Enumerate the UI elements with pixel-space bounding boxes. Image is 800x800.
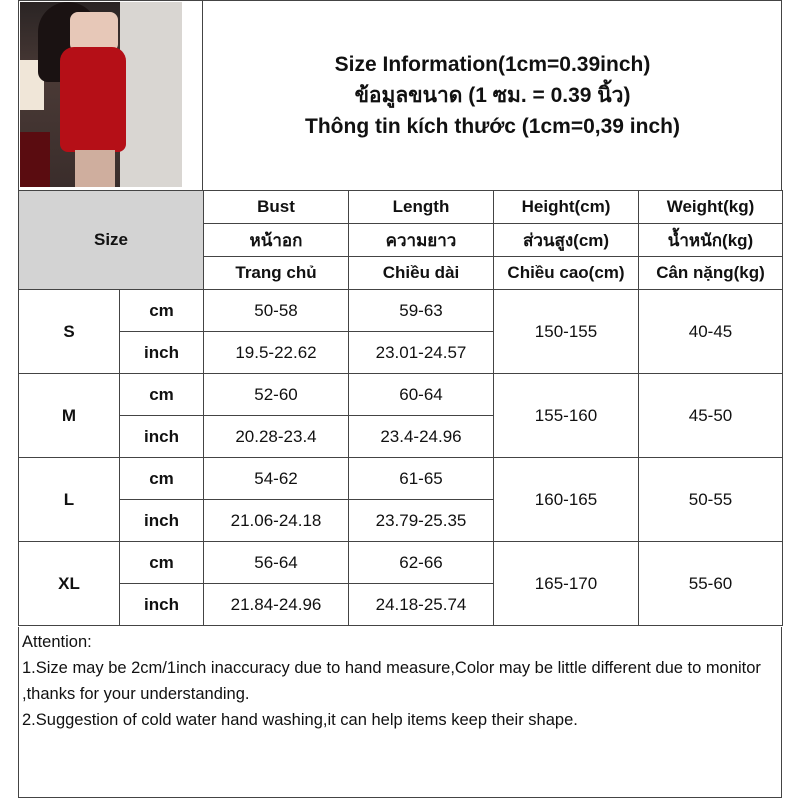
photo-legs	[75, 150, 115, 187]
title-block	[203, 0, 782, 190]
title-english: Size Information(1cm=0.39inch)	[334, 52, 651, 76]
weight-value: 50-55	[639, 458, 783, 542]
unit-cm: cm	[120, 374, 204, 416]
size-label: L	[19, 458, 120, 542]
bust-inch: 21.84-24.96	[204, 584, 349, 626]
bust-cm: 52-60	[204, 374, 349, 416]
length-inch: 24.18-25.74	[349, 584, 494, 626]
length-cm: 61-65	[349, 458, 494, 500]
length-inch: 23.79-25.35	[349, 500, 494, 542]
unit-inch: inch	[120, 416, 204, 458]
table-row	[19, 290, 783, 332]
size-label: S	[19, 290, 120, 374]
col-height-th: ส่วนสูง(cm)	[494, 224, 639, 257]
size-label: XL	[19, 542, 120, 626]
length-inch: 23.4-24.96	[349, 416, 494, 458]
unit-cm: cm	[120, 458, 204, 500]
attention-notes	[18, 627, 782, 798]
weight-value: 55-60	[639, 542, 783, 626]
col-height-en: Height(cm)	[494, 191, 639, 224]
col-length-en: Length	[349, 191, 494, 224]
table-row	[19, 374, 783, 416]
col-weight-th: น้ำหนัก(kg)	[639, 224, 783, 257]
size-header-cell: Size	[19, 191, 204, 290]
col-weight-en: Weight(kg)	[639, 191, 783, 224]
product-photo	[20, 2, 182, 187]
photo-face	[70, 12, 118, 52]
col-bust-th: หน้าอก	[204, 224, 349, 257]
height-value: 160-165	[494, 458, 639, 542]
unit-cm: cm	[120, 542, 204, 584]
notes-heading: Attention:	[22, 633, 92, 651]
length-cm: 62-66	[349, 542, 494, 584]
bust-cm: 54-62	[204, 458, 349, 500]
photo-red-dress	[60, 47, 126, 152]
weight-value: 40-45	[639, 290, 783, 374]
weight-value: 45-50	[639, 374, 783, 458]
title-vietnamese: Thông tin kích thước (1cm=0,39 inch)	[305, 114, 680, 138]
length-cm: 60-64	[349, 374, 494, 416]
length-cm: 59-63	[349, 290, 494, 332]
unit-inch: inch	[120, 584, 204, 626]
unit-inch: inch	[120, 500, 204, 542]
col-bust-vi: Trang chủ	[204, 257, 349, 290]
unit-cm: cm	[120, 290, 204, 332]
height-value: 150-155	[494, 290, 639, 374]
bust-cm: 56-64	[204, 542, 349, 584]
bust-inch: 19.5-22.62	[204, 332, 349, 374]
size-table	[18, 190, 783, 626]
size-label: M	[19, 374, 120, 458]
header-row-en	[19, 191, 783, 224]
col-bust-en: Bust	[204, 191, 349, 224]
height-value: 165-170	[494, 542, 639, 626]
photo-couch	[20, 132, 50, 187]
length-inch: 23.01-24.57	[349, 332, 494, 374]
photo-wall	[120, 2, 182, 187]
bust-inch: 20.28-23.4	[204, 416, 349, 458]
table-row	[19, 458, 783, 500]
table-row	[19, 542, 783, 584]
title-thai: ข้อมูลขนาด (1 ซม. = 0.39 นิ้ว)	[354, 83, 631, 107]
notes-line-2: 2.Suggestion of cold water hand washing,it can help items keep their shape.	[22, 711, 578, 729]
col-height-vi: Chiều cao(cm)	[494, 257, 639, 290]
bust-inch: 21.06-24.18	[204, 500, 349, 542]
col-length-th: ความยาว	[349, 224, 494, 257]
col-weight-vi: Cân nặng(kg)	[639, 257, 783, 290]
unit-inch: inch	[120, 332, 204, 374]
height-value: 155-160	[494, 374, 639, 458]
notes-line-1: 1.Size may be 2cm/1inch inaccuracy due to hand measure,Color may be little different due to monitor ,thanks for your understanding.	[22, 659, 761, 703]
bust-cm: 50-58	[204, 290, 349, 332]
col-length-vi: Chiều dài	[349, 257, 494, 290]
